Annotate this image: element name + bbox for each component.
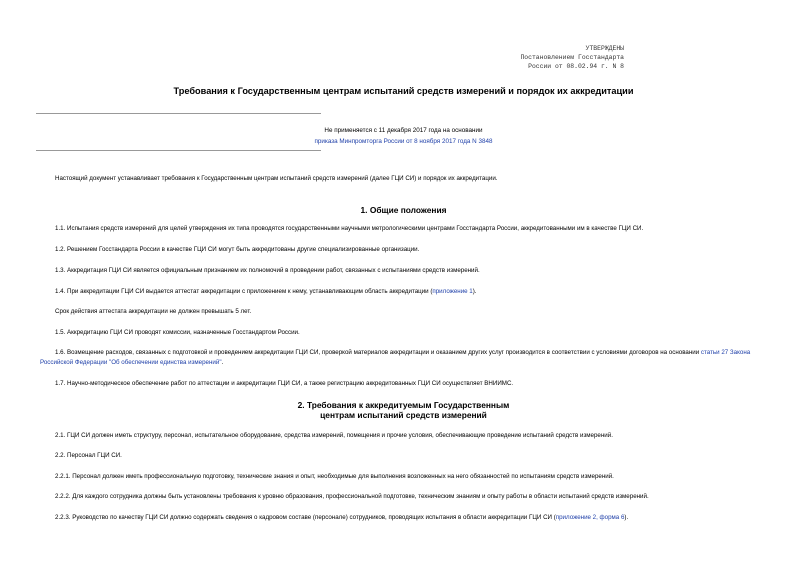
paragraph-2-2-2: 2.2.2. Для каждого сотрудника должны быть установлены требования к уровню образования, профессиональной подготовке, техническим знаниям и опыту работы в области испытаний средств измерений.	[55, 493, 649, 500]
appendix-1-link[interactable]: приложение 1	[432, 288, 473, 295]
section-2-heading	[0, 400, 807, 420]
paragraph-1-2: 1.2. Решением Госстандарта России в качестве ГЦИ СИ могут быть аккредитованы другие специализированные организации.	[55, 246, 420, 253]
paragraph-1-6-end: .	[221, 358, 224, 366]
intro-paragraph: Настоящий документ устанавливает требования к Государственным центрам испытаний средств измерений (далее ГЦИ СИ) и порядок их аккредитации.	[55, 175, 498, 182]
approval-line-3: России от 08.02.94 г. N 8	[528, 63, 624, 70]
appendix-2-form-6-link[interactable]: приложение 2, форма 6	[555, 514, 625, 521]
paragraph-1-4-text: 1.4. При аккредитации ГЦИ СИ выдается аттестат аккредитации с приложением к нему, устанавливающим область аккредитации (	[55, 288, 433, 295]
paragraph-2-2-3-text: 2.2.3. Руководство по качеству ГЦИ СИ должно содержать сведения о кадровом составе (персонале) сотрудников, проводящих испытания в области аккредитации ГЦИ СИ (	[55, 514, 556, 521]
paragraph-1-1: 1.1. Испытания средств измерений для целей утверждения их типа проводятся государственными научными метрологическими центрами Госстандарта России, аккредитованными им в качестве ГЦИ СИ.	[55, 225, 644, 232]
notice-rule-top	[36, 113, 321, 114]
section-2-heading-line-1: 2. Требования к аккредитуемым Государственным	[297, 400, 510, 410]
paragraph-1-4-end: ).	[472, 288, 477, 295]
paragraph-2-2-1: 2.2.1. Персонал должен иметь профессиональную подготовку, технические знания и опыт, необходимые для выполнения возложенных на него обязанностей по испытаниям средств измерений.	[55, 473, 614, 480]
paragraph-1-7: 1.7. Научно-методическое обеспечение работ по аттестации и аккредитации ГЦИ СИ, а также регистрацию аккредитованных ГЦИ СИ осуществляет ВНИИМС.	[55, 380, 514, 387]
section-1-heading: 1. Общие положения	[360, 205, 447, 215]
paragraph-1-3: 1.3. Аккредитация ГЦИ СИ является официальным признанием их полномочий в проведении работ, связанных с испытаниями средств измерений.	[55, 267, 480, 274]
section-2-heading-line-2: центрам испытаний средств измерений	[320, 410, 487, 420]
paragraph-1-4	[55, 287, 771, 297]
approval-line-1: УТВЕРЖДЕНЫ	[585, 45, 624, 52]
notice-order-link[interactable]: приказа Минпромторга России от 8 ноября 2017 года N 3848	[314, 138, 493, 145]
law-article-27-link[interactable]: статьи 27 Закона Российской Федерации "Об обеспечении единства измерений"	[40, 349, 751, 366]
validity-notice	[40, 125, 767, 147]
paragraph-2-2-3	[55, 513, 771, 523]
approval-stamp	[520, 44, 624, 71]
paragraph-2-2: 2.2. Персонал ГЦИ СИ.	[55, 452, 122, 459]
document-title: Требования к Государственным центрам испытаний средств измерений и порядок их аккредитации	[173, 86, 634, 96]
notice-text: Не применяется с 11 декабря 2017 года на основании	[324, 127, 483, 134]
paragraph-1-6-text: 1.6. Возмещение расходов, связанных с подготовкой и проведением аккредитации ГЦИ СИ, проверкой материалов аккредитации и оказанием других услуг производится в соответствии с условиями договоров на основании	[55, 349, 701, 356]
paragraph-2-1: 2.1. ГЦИ СИ должен иметь структуру, персонал, испытательное оборудование, средства измерений, помещения и прочие условия, обеспечивающие проведение испытаний средств измерений.	[55, 432, 613, 439]
paragraph-1-5: 1.5. Аккредитацию ГЦИ СИ проводят комиссии, назначенные Госстандартом России.	[55, 329, 300, 336]
approval-line-2: Постановлением Госстандарта	[520, 54, 624, 61]
notice-rule-bottom	[36, 150, 321, 151]
paragraph-2-2-3-end: ).	[624, 514, 629, 521]
paragraph-1-6	[40, 348, 771, 367]
paragraph-1-4-term: Срок действия аттестата аккредитации не должен превышать 5 лет.	[55, 308, 252, 315]
